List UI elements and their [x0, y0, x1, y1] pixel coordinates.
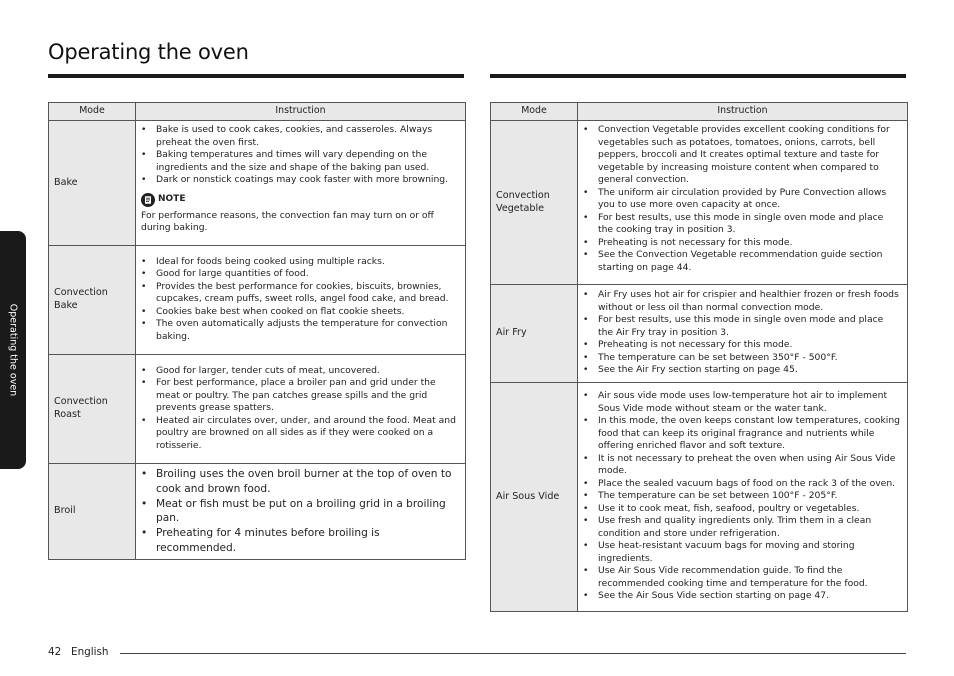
instruction-cell — [136, 121, 466, 246]
list-item: • The temperature can be set between 100°F - 205°F. — [583, 490, 901, 503]
list-item: • For best performance, place a broiler pan and grid under the meat or poultry. The pan catches grease spills and the grid prevents grease spatters. — [141, 377, 459, 415]
list-item: • Preheating for 4 minutes before broiling is recommended. — [141, 526, 459, 556]
mode-cell: Broil — [49, 464, 136, 560]
list-item: • See the Convection Vegetable recommendation guide section starting on page 44. — [583, 249, 901, 274]
instruction-cell — [136, 355, 466, 464]
table-header-row — [491, 103, 908, 121]
list-item: • Place the sealed vacuum bags of food on the rack 3 of the oven. — [583, 478, 901, 491]
left-mode-table — [48, 102, 466, 560]
list-item: • Bake is used to cook cakes, cookies, and casseroles. Always preheat the oven first. — [141, 124, 459, 149]
table-row-convection-vegetable — [491, 121, 908, 285]
instruction-cell — [136, 464, 466, 560]
list-item: • In this mode, the oven keeps constant low temperatures, cooking food that can keep its original fragrance and nutrients while offering enriched flavor and soft texture. — [583, 415, 901, 453]
instruction-list — [583, 289, 901, 377]
mode-cell: Convection Bake — [49, 246, 136, 355]
mode-column-header: Mode — [49, 103, 136, 121]
list-item: • Dark or nonstick coatings may cook faster with more browning. — [141, 174, 459, 187]
list-item: • The temperature can be set between 350°F - 500°F. — [583, 352, 901, 365]
list-item: • Broiling uses the oven broil burner at the top of oven to cook and brown food. — [141, 467, 459, 497]
page-title: Operating the oven — [48, 40, 249, 64]
mode-cell: Convection Roast — [49, 355, 136, 464]
note-icon — [141, 193, 155, 207]
side-tab[interactable] — [0, 231, 26, 469]
instruction-column-header: Instruction — [136, 103, 466, 121]
title-rule-right — [490, 74, 906, 78]
mode-cell: Air Sous Vide — [491, 383, 578, 612]
footer-language: English — [71, 646, 109, 658]
list-item: • Preheating is not necessary for this mode. — [583, 339, 901, 352]
list-item: • Good for large quantities of food. — [141, 268, 459, 281]
list-item: • Use Air Sous Vide recommendation guide. To find the recommended cooking time and temperature for the food. — [583, 565, 901, 590]
instruction-list — [583, 390, 901, 603]
list-item: • Cookies bake best when cooked on flat cookie sheets. — [141, 306, 459, 319]
instruction-list — [141, 365, 459, 453]
instruction-cell — [578, 383, 908, 612]
table-row-air-sous-vide — [491, 383, 908, 612]
instruction-list — [141, 467, 459, 556]
page-reference[interactable]: 47 — [814, 590, 827, 602]
list-item: • Heated air circulates over, under, and around the food. Meat and poultry are browned on all sides as if they were cooked on a rotisserie. — [141, 415, 459, 453]
list-item: • See the Air Fry section starting on page 45. — [583, 364, 901, 377]
table-row-broil — [49, 464, 466, 560]
list-item: • Use it to cook meat, fish, seafood, poultry or vegetables. — [583, 503, 901, 516]
list-item: • Provides the best performance for cookies, biscuits, brownies, cupcakes, cream puffs, sweet rolls, angel food cake, and bread. — [141, 281, 459, 306]
instruction-cell — [578, 285, 908, 383]
reference-link[interactable]: Air Fry — [636, 364, 666, 376]
list-item: • For best results, use this mode in single oven mode and place the cooking tray in position 3. — [583, 212, 901, 237]
list-item: • The oven automatically adjusts the temperature for convection baking. — [141, 318, 459, 343]
list-item: • Preheating is not necessary for this mode. — [583, 237, 901, 250]
table-header-row — [49, 103, 466, 121]
instruction-column-header: Instruction — [578, 103, 908, 121]
list-item: • Use heat-resistant vacuum bags for moving and storing ingredients. — [583, 540, 901, 565]
list-item: • Convection Vegetable provides excellent cooking conditions for vegetables such as potatoes, tomatoes, onions, carrots, bell peppers, broccoli and It creates optimal texture and taste for vegetable by increasing moisture content when compared to general convection. — [583, 124, 901, 187]
page-reference[interactable]: 44 — [676, 261, 689, 273]
list-item: • For best results, use this mode in single oven mode and place the Air Fry tray in position 3. — [583, 314, 901, 339]
table-row-air-fry — [491, 285, 908, 383]
list-item: • Baking temperatures and times will vary depending on the ingredients and the size and shape of the baking pan used. — [141, 149, 459, 174]
mode-cell: Air Fry — [491, 285, 578, 383]
table-row-convection-roast — [49, 355, 466, 464]
list-item: • See the Air Sous Vide section starting on page 47. — [583, 590, 901, 603]
note-label: NOTE — [158, 194, 186, 205]
mode-column-header: Mode — [491, 103, 578, 121]
footer-rule — [120, 653, 906, 654]
instruction-list — [583, 124, 901, 274]
reference-link[interactable]: Air Sous Vide — [636, 590, 697, 602]
title-rule-left — [48, 74, 464, 78]
reference-link[interactable]: Convection Vegetable recommendation guide — [636, 249, 847, 261]
list-item: • Use fresh and quality ingredients only. Trim them in a clean condition and store under refrigeration. — [583, 515, 901, 540]
list-item: • The uniform air circulation provided by Pure Convection allows you to use more oven capacity at once. — [583, 187, 901, 212]
page-reference[interactable]: 45 — [783, 364, 795, 376]
instruction-list — [141, 256, 459, 344]
table-row-bake — [49, 121, 466, 246]
mode-cell: Bake — [49, 121, 136, 246]
mode-cell: Convection Vegetable — [491, 121, 578, 285]
table-row-convection-bake — [49, 246, 466, 355]
instruction-cell — [136, 246, 466, 355]
page-number: 42 — [48, 646, 62, 658]
right-mode-table — [490, 102, 908, 612]
list-item: • Air Fry uses hot air for crispier and healthier frozen or fresh foods without or less oil than normal convection mode. — [583, 289, 901, 314]
note-text: For performance reasons, the convection fan may turn on or off during baking. — [141, 209, 434, 234]
note-heading — [141, 193, 459, 207]
instruction-cell — [578, 121, 908, 285]
list-item: • It is not necessary to preheat the oven when using Air Sous Vide mode. — [583, 453, 901, 478]
list-item: • Good for larger, tender cuts of meat, uncovered. — [141, 365, 459, 378]
side-tab-label: Operating the oven — [7, 303, 19, 397]
instruction-list — [141, 124, 459, 187]
list-item: • Meat or fish must be put on a broiling grid in a broiling pan. — [141, 497, 459, 527]
list-item: • Ideal for foods being cooked using multiple racks. — [141, 256, 459, 269]
list-item: • Air sous vide mode uses low-temperature hot air to implement Sous Vide mode without steam or the water tank. — [583, 390, 901, 415]
